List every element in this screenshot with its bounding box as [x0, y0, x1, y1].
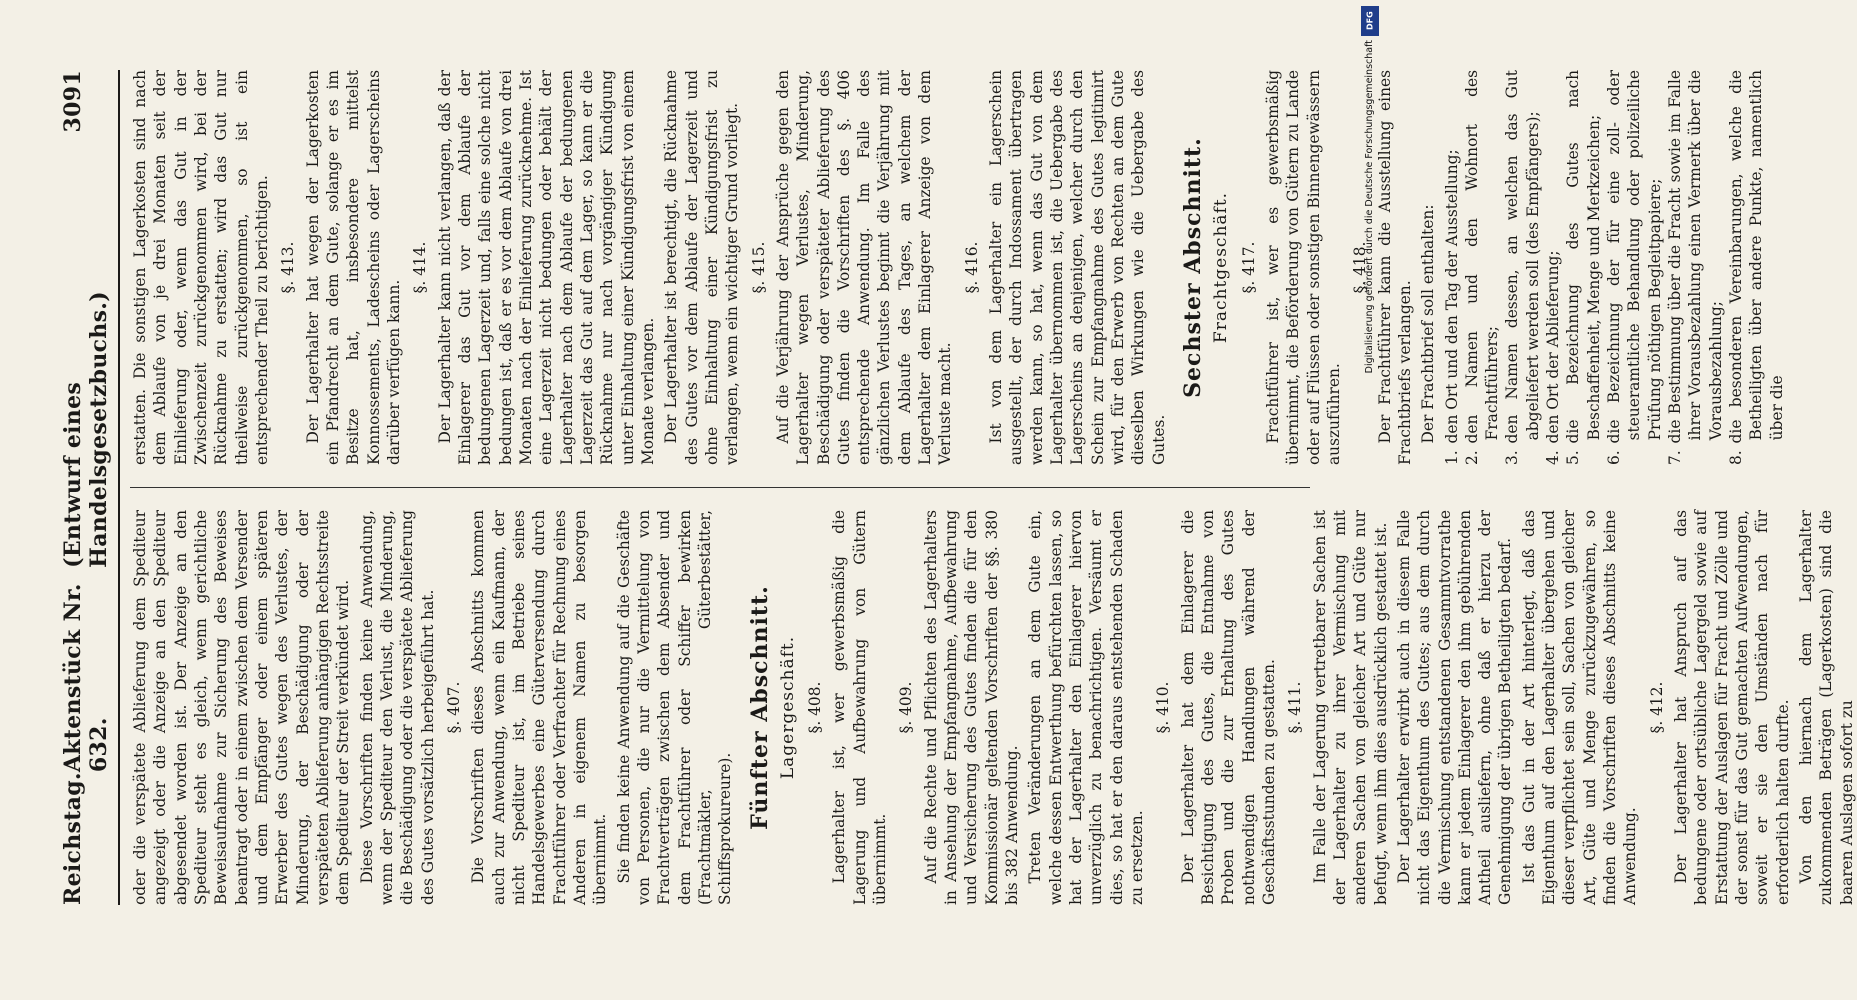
list-item-number: 6.: [1605, 450, 1624, 465]
section-number: §. 416.: [962, 241, 981, 294]
section-number: §. 410.: [1154, 681, 1173, 734]
section-number: §. 411.: [1286, 681, 1305, 734]
header-document-number: Aktenstück Nr. 632.: [60, 583, 112, 773]
column-left: [130, 510, 1856, 905]
list-item: [1462, 70, 1503, 465]
paragraph: Der Lagerhalter kann nicht verlangen, daß der Einlagerer das Gut vor dem Ablaufe der bedungenen Lagerzeit und, falls eine solche nicht bedungen ist, daß er es vor dem Ablaufe von drei Monaten nach der Einlieferung zurücknehme. Ist eine Lagerzeit nicht bedungen oder behält der Lagerhalter nach dem Ablaufe der bedungenen Lagerzeit das Gut auf dem Lager, so kann er die Rücknahme nur nach vorgängiger Kündigung unter Einhaltung einer Kündigungsfrist von einem Monate verlangen.: [435, 70, 657, 465]
section-number: §. 409.: [897, 681, 916, 734]
list-item-number: 2.: [1462, 450, 1481, 465]
list-item-text: die Bezeichnung der für eine zoll- oder steueramtliche Behandlung oder polizeiliche Prüfung nöthigen Begleitpapiere;: [1605, 70, 1664, 444]
list-item-text: die besonderen Vereinbarungen, welche die Betheiligten über andere Punkte, namentlich über die: [1727, 70, 1786, 444]
paragraph: Der Frachtführer kann die Ausstellung eines Frachtbriefs verlangen.: [1375, 70, 1414, 465]
paragraph: Treten Veränderungen an dem Gute ein, welche dessen Entwerthung befürchten lassen, so hat der Lagerhalter den Einlagerer hiervon unverzüglich zu benachrichtigen. Versäumt er dies, so hat er den daraus entstehenden Schaden zu ersetzen.: [1026, 510, 1146, 905]
list-item: [1604, 70, 1665, 465]
digitization-note: Digitalisierung gefördert durch die Deutsche Forschungsgemeinschaft: [1364, 40, 1375, 374]
column-divider: [130, 487, 1310, 488]
paragraph: Ist das Gut in der Art hinterlegt, daß das Eigenthum auf den Lagerhalter übergehen und dieser verpflichtet sein soll, Sachen von gleicher Art, Güte und Menge zurückzugewähren, so finden die Vorschriften dieses Abschnitts keine Anwendung.: [1519, 510, 1640, 905]
section-number: §. 418.: [1351, 241, 1370, 294]
paragraph: Der Lagerhalter erwirbt auch in diesem Falle nicht das Eigenthum des Gutes; aus dem durch die Vermischung entstandenen Gesammtvorrathe kann er jedem Einlagerer den ihm gebührenden Antheil ausliefern, ohne daß er hierzu der Genehmigung der übrigen Betheiligten bedarf.: [1394, 510, 1515, 905]
list-item-text: den Ort der Ablieferung;: [1544, 250, 1563, 444]
page-header: [60, 70, 118, 905]
section-number: §. 407.: [444, 681, 463, 734]
dfg-logo: DFG: [1361, 6, 1379, 36]
list-item-number: 5.: [1564, 450, 1583, 465]
paragraph: erstatten. Die sonstigen Lagerkosten sind nach dem Ablaufe von je drei Monaten seit der Einlieferung oder, wenn das Gut in der Zwischenzeit zurückgenommen wird, bei der Rücknahme zu erstatten; wird das Gut nur theilweise zurückgenommen, so ist ein entsprechender Theil zu berichtigen.: [131, 70, 271, 465]
paragraph: Im Falle der Lagerung vertretbarer Sachen ist der Lagerhalter zu ihrer Vermischung mit anderen Sachen von gleicher Art und Güte nur befugt, wenn ihm dies ausdrücklich gestattet ist.: [1310, 510, 1390, 905]
paragraph: Die Vorschriften dieses Abschnitts kommen auch zur Anwendung, wenn ein Kaufmann, der nicht Spediteur ist, im Betriebe seines Handelsgewerbes eine Güterversendung durch Frachtführer oder Verfrachter für Rechnung eines Anderen in eigenem Namen zu besorgen übernimmt.: [469, 510, 610, 905]
chapter-subheading: Frachtgeschäft.: [1211, 191, 1232, 344]
paragraph: Diese Vorschriften finden keine Anwendung, wenn der Spediteur den Verlust, die Minderung, die Beschädigung oder die verspätete Ablieferung des Gutes vorsätzlich herbeigeführt hat.: [357, 510, 437, 905]
list-item-number: 7.: [1666, 450, 1685, 465]
list-item-number: 8.: [1727, 450, 1746, 465]
section-number: §. 417.: [1239, 241, 1258, 294]
list-item: [1442, 70, 1462, 465]
chapter-heading: Fünfter Abschnitt.: [746, 585, 773, 830]
list-item: [1665, 70, 1726, 465]
list-item: [1502, 70, 1543, 465]
header-left: Reichstag.: [60, 772, 86, 905]
running-title: (Entwurf eines Handelsgesetzbuchs.): [60, 291, 112, 568]
paragraph: Der Lagerhalter hat dem Einlagerer die Besichtigung des Gutes, die Entnahme von Proben und die zur Erhaltung des Gutes nothwendigen Handlungen während der Geschäftsstunden zu gestatten.: [1178, 510, 1278, 905]
header-right: [60, 70, 112, 568]
paragraph: Der Lagerhalter hat wegen der Lagerkosten ein Pfandrecht an dem Gute, solange er es im Besitze hat, insbesondere mittelst Konnossements, Ladescheins oder Lagerscheins darüber verfügen kann.: [303, 70, 403, 465]
paragraph: Auf die Rechte und Pflichten des Lagerhalters in Ansehung der Empfangnahme, Aufbewahrung und Versicherung des Gutes finden die für den Kommissionär geltenden Vorschriften der §§. 380 bis 382 Anwendung.: [921, 510, 1021, 905]
list-item-text: den Namen und den Wohnort des Frachtführers;: [1462, 70, 1502, 444]
paragraph: Der Lagerhalter hat Anspruch auf das bedungene oder ortsübliche Lagergeld sowie auf Erstattung der Auslagen für Fracht und Zölle und der sonst für das Gut gemachten Aufwendungen, soweit er sie den Umständen nach für erforderlich halten durfte.: [1672, 510, 1792, 905]
section-number: §. 412.: [1647, 681, 1666, 734]
list-item: [1726, 70, 1787, 465]
list-item: [1543, 70, 1563, 465]
paragraph: Lagerhalter ist, wer gewerbsmäßig die Lagerung und Aufbewahrung von Gütern übernimmt.: [830, 510, 889, 905]
list-item-number: 4.: [1544, 450, 1563, 465]
paragraph: Auf die Verjährung der Ansprüche gegen den Lagerhalter wegen Verlustes, Minderung, Beschädigung oder verspäteter Ablieferung des Gutes finden die Vorschriften des §. 406 entsprechende Anwendung. Im Falle des gänzlichen Verlustes beginnt die Verjährung mit dem Ablaufe des Tages, an welchem der Lagerhalter dem Einlagerer Anzeige von dem Verluste macht.: [773, 70, 955, 465]
waybill-contents-list: [1442, 70, 1788, 465]
section-number: §. 415.: [749, 241, 768, 294]
list-item-text: die Bezeichnung des Gutes nach Beschaffenheit, Menge und Merkzeichen;: [1564, 70, 1603, 444]
paragraph: oder die verspätete Ablieferung dem Spediteur angezeigt oder die Anzeige an den Spediteur abgesendet worden ist. Der Anzeige an den Spediteur steht es gleich, wenn gerichtliche Beweisaufnahme zur Sicherung des Beweises beantragt oder in einem zwischen dem Versender und dem Empfänger oder einem späteren Erwerber des Gutes wegen des Verlustes, der Minderung, der Beschädigung oder der verspäteten Ablieferung anhängigen Rechtsstreite dem Spediteur der Streit verkündet wird.: [131, 510, 353, 905]
page-number: 3091: [60, 70, 86, 133]
paragraph: Von den hiernach dem Lagerhalter zukommenden Beträgen (Lagerkosten) sind die baaren Auslagen sofort zu: [1797, 510, 1856, 905]
list-item-number: 1.: [1442, 450, 1461, 465]
paragraph: Frachtführer ist, wer es gewerbsmäßig übernimmt, die Beförderung von Gütern zu Lande oder auf Flüssen oder sonstigen Binnengewässern auszuführen.: [1263, 70, 1343, 465]
section-number: §. 413.: [279, 241, 298, 294]
section-number: §. 414.: [411, 241, 430, 294]
paragraph: Ist von dem Lagerhalter ein Lagerschein ausgestellt, der durch Indossament übertragen werden kann, so hat, wenn das Gut von dem Lagerhalter übernommen ist, die Uebergabe des Lagerscheins an denjenigen, welcher durch den Schein zur Empfangnahme des Gutes legitimirt wird, für den Erwerb von Rechten an dem Gute dieselben Wirkungen wie die Uebergabe des Gutes.: [987, 70, 1168, 465]
list-item-number: 3.: [1503, 450, 1522, 465]
paragraph: Sie finden keine Anwendung auf die Geschäfte von Personen, die nur die Vermittelung von Frachtverträgen zwischen dem Absender und dem Frachtführer oder Schiffer bewirken (Frachtmäkler, Güterbestätter, Schiffsprokureure).: [614, 510, 735, 905]
list-item-text: die Bestimmung über die Fracht sowie im Falle ihrer Vorausbezahlung einen Vermerk über die Vorausbezahlung;: [1666, 70, 1725, 444]
section-number: §. 408.: [805, 681, 824, 734]
chapter-heading: Sechster Abschnitt.: [1180, 137, 1207, 398]
list-item: [1563, 70, 1604, 465]
header-rule: [118, 70, 120, 905]
chapter-subheading: Lagergeschäft.: [777, 635, 798, 780]
list-item-text: den Namen dessen, an welchen das Gut abgeliefert werden soll (des Empfängers);: [1503, 70, 1542, 444]
paragraph: Der Lagerhalter ist berechtigt, die Rücknahme des Gutes vor dem Ablaufe der Lagerzeit und ohne Einhaltung einer Kündigungsfrist zu verlangen, wenn ein wichtiger Grund vorliegt.: [662, 70, 742, 465]
paragraph: Der Frachtbrief soll enthalten:: [1419, 204, 1438, 444]
list-item-text: den Ort und den Tag der Ausstellung;: [1442, 149, 1461, 444]
